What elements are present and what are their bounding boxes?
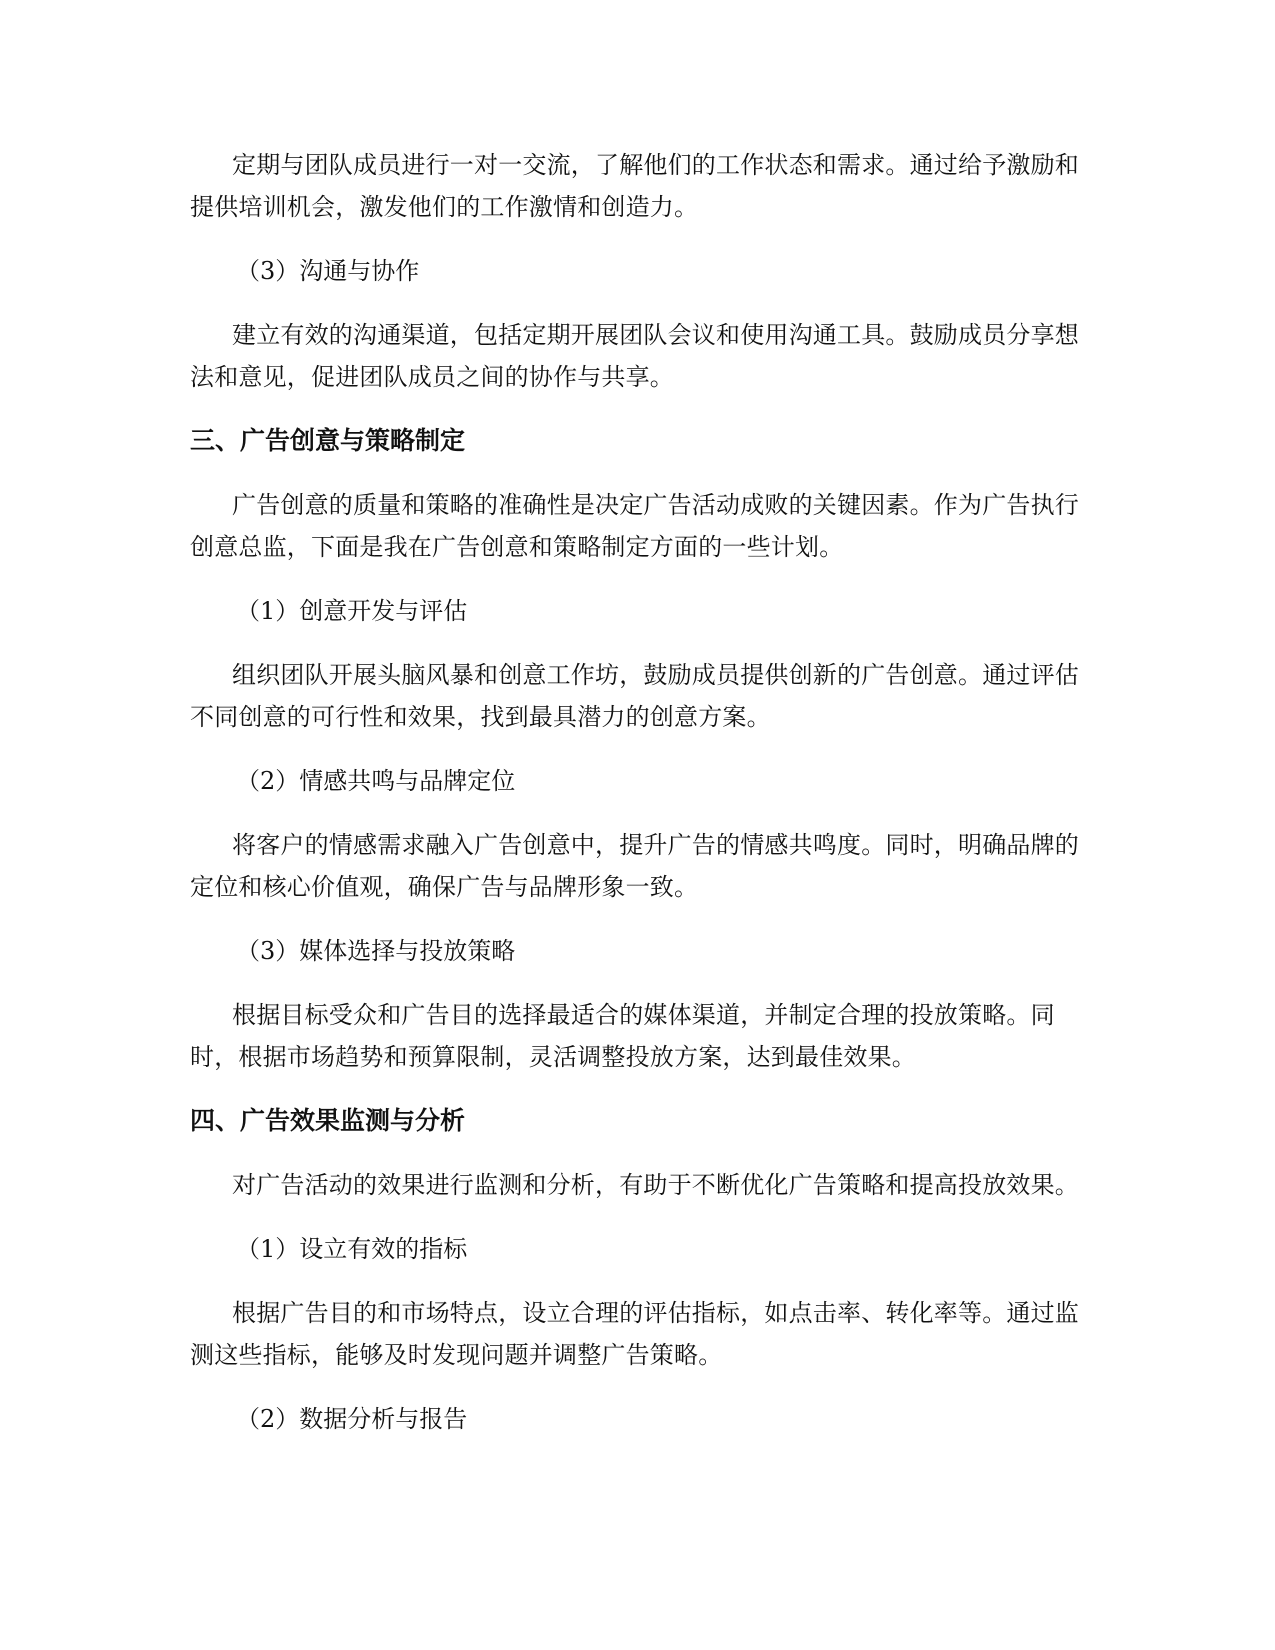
paragraph-media-strategy: 根据目标受众和广告目的选择最适合的媒体渠道，并制定合理的投放策略。同时，根据市场趋势和预算限制，灵活调整投放方案，达到最佳效果。	[190, 1001, 1055, 1071]
subheading-communication: （3）沟通与协作	[236, 257, 420, 285]
paragraph-creative-development: 组织团队开展头脑风暴和创意工作坊，鼓励成员提供创新的广告创意。通过评估不同创意的可行性和效果，找到最具潜力的创意方案。	[190, 661, 1079, 731]
document-body	[190, 144, 1090, 1462]
paragraph-emotion-brand: 将客户的情感需求融入广告创意中，提升广告的情感共鸣度。同时，明确品牌的定位和核心价值观，确保广告与品牌形象一致。	[190, 831, 1079, 901]
paragraph-creative-intro: 广告创意的质量和策略的准确性是决定广告活动成败的关键因素。作为广告执行创意总监，下面是我在广告创意和策略制定方面的一些计划。	[190, 491, 1079, 561]
paragraph-metrics: 根据广告目的和市场特点，设立合理的评估指标，如点击率、转化率等。通过监测这些指标，能够及时发现问题并调整广告策略。	[190, 1299, 1079, 1369]
subheading-media-strategy: （3）媒体选择与投放策略	[236, 937, 516, 965]
subheading-creative-development: （1）创意开发与评估	[236, 597, 468, 625]
subheading-emotion-brand: （2）情感共鸣与品牌定位	[236, 767, 516, 795]
paragraph-effect-intro: 对广告活动的效果进行监测和分析，有助于不断优化广告策略和提高投放效果。	[232, 1171, 1079, 1199]
subheading-metrics: （1）设立有效的指标	[236, 1235, 468, 1263]
paragraph-communication: 建立有效的沟通渠道，包括定期开展团队会议和使用沟通工具。鼓励成员分享想法和意见，促进团队成员之间的协作与共享。	[190, 321, 1079, 391]
subheading-data-analysis: （2）数据分析与报告	[236, 1405, 468, 1433]
section-heading-creative-strategy: 三、广告创意与策略制定	[190, 426, 466, 455]
paragraph-one-on-one: 定期与团队成员进行一对一交流，了解他们的工作状态和需求。通过给予激励和提供培训机会，激发他们的工作激情和创造力。	[190, 151, 1079, 221]
section-heading-effect-monitoring: 四、广告效果监测与分析	[190, 1106, 466, 1135]
